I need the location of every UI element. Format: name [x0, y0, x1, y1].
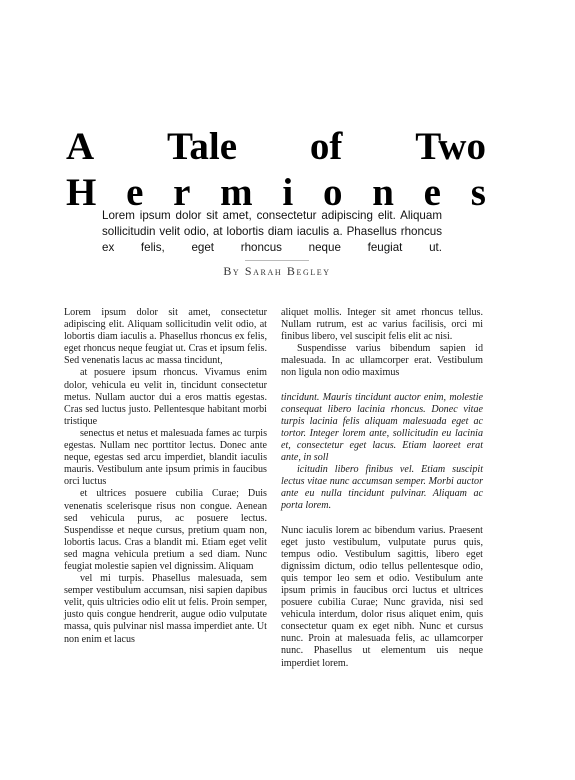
article-title — [66, 124, 486, 216]
paragraph: Lorem ipsum dolor sit amet, consectetur adipiscing elit. Aliquam sollicitudin velit odio, at lobortis diam iaculis a. Phasellus rhoncus ex felis, eget rhoncus neque feugiat ut. Cras et ipsum felis. Sed venenatis lacus ac massa tincidunt, — [64, 307, 267, 367]
title-word: A — [66, 125, 95, 168]
title-letter: o — [322, 171, 343, 214]
title-letter: n — [372, 171, 394, 214]
left-column — [64, 307, 267, 646]
paragraph: senectus et netus et malesuada fames ac turpis egestas. Nullam nec porttitor lectus. Donec ante neque, egestas sed arcu imperdiet, blandit iaculis mauris. Vestibulum ante ipsum primis in faucibus orci luctus — [64, 427, 267, 488]
byline-divider — [245, 260, 309, 261]
italic-paragraph: icitudin libero finibus vel. Etiam suscipit lectus vitae nunc accumsan semper. Morbi auctor ante eu nulla tincidunt pulvinar. Aliquam ac porta lorem. — [281, 464, 483, 512]
paragraph: et ultrices posuere cubilia Curae; Duis venenatis scelerisque risus non congue. Aenean sed vehicula purus, ac posuere lectus. Suspendisse et neque cursus, pretium quam non, lobortis lacus. Cras a blandit mi. Etiam eget velit sed magna vehicula pretium a sed diam. Nunc feugiat molestie sapien vel dignissim. Aliquam — [64, 488, 267, 572]
title-letter: r — [173, 171, 191, 214]
paragraph: Suspendisse varius bibendum sapien id malesuada. In ac ullamcorper erat. Vestibulum non ligula non odio maximus — [281, 343, 483, 379]
right-column — [281, 307, 483, 670]
title-line-1 — [66, 124, 486, 170]
italic-paragraph: tincidunt. Mauris tincidunt auctor enim, molestie consequat libero lacinia rhoncus. Donec vitae turpis lacinia felis aliquam malesuada eget ac tortor. Integer lorem ante, sollicitudin eu lacinia et, consectetur eget lacus. Etiam laoreet erat ante, in soll — [281, 391, 483, 464]
title-word: Two — [415, 125, 486, 168]
title-letter: i — [282, 171, 294, 214]
paragraph: vel mi turpis. Phasellus malesuada, sem semper vestibulum accumsan, nisi sapien dapibus velit, quis ultricies odio elit ut felis. Proin semper, justo quis congue hendrerit, augue odio vulputate massa, quis pulvinar nisl massa imperdiet ante. Ut non enim et lacus — [64, 573, 267, 645]
title-letter: H — [66, 171, 97, 214]
article-subtitle: Lorem ipsum dolor sit amet, consectetur adipiscing elit. Aliquam sollicitudin velit odio, at lobortis diam iaculis a. Phasellus rhoncus ex felis, eget rhoncus neque feugiat ut. — [102, 209, 442, 254]
paragraph: aliquet mollis. Integer sit amet rhoncus tellus. Nullam rutrum, est ac varius facilisis, orci mi finibus libero, vel suscipit felis elit ac nisi. — [281, 307, 483, 343]
paragraph: Nunc iaculis lorem ac bibendum varius. Praesent eget justo vestibulum, vulputate purus quis, tempus odio. Vestibulum sagittis, libero eget dignissim dictum, odio tellus pellentesque odio, quis tempor leo sem et odio. Vestibulum ante ipsum primis in faucibus orci luctus et ultrices posuere cubilia Curae; Nunc gravida, nisi sed vehicula interdum, dolor risus aliquet enim, quis consectetur quam ex eget nibh. Nunc et cursus nunc. Proin at malesuada felis, ac ullamcorper nunc. Phasellus ut elementum uis neque imperdiet lorem. — [281, 524, 483, 669]
title-letter: e — [423, 171, 441, 214]
title-word: Tale — [166, 125, 238, 168]
article-byline: By Sarah Begley — [223, 264, 331, 278]
title-letter: m — [220, 171, 253, 214]
title-word: of — [309, 125, 343, 168]
title-letter: s — [470, 171, 486, 214]
title-letter: e — [126, 171, 144, 214]
paragraph: at posuere ipsum rhoncus. Vivamus enim dolor, vehicula eu velit in, tincidunt consectetur metus. Nullam auctor dui a eros mattis egestas. Cras sed luctus justo. Pellentesque habitant morbi tristique — [64, 367, 267, 427]
